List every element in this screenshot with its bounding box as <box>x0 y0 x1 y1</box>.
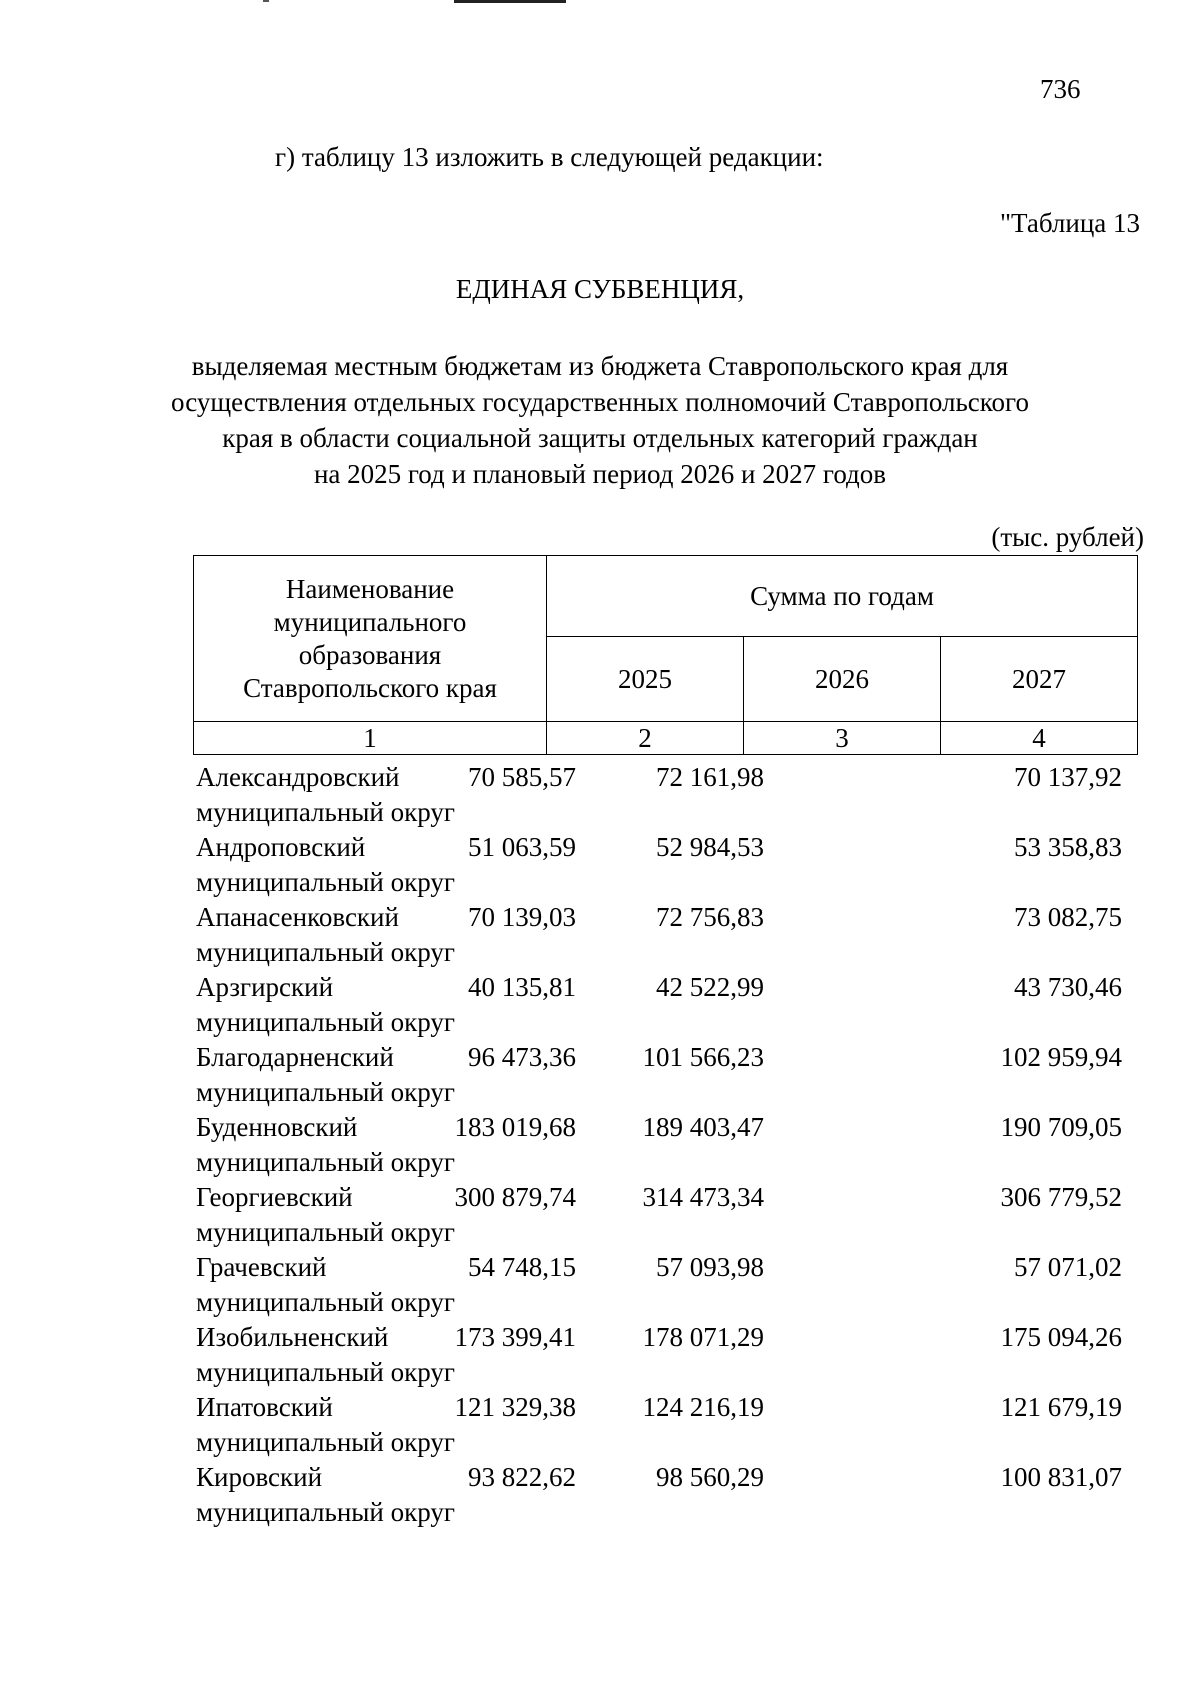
page-number: 736 <box>1040 74 1081 104</box>
municipality-type: муниципальный округ <box>196 797 455 827</box>
header-name-line: образования <box>298 639 442 670</box>
municipality-type: муниципальный округ <box>196 1147 455 1177</box>
table-header <box>193 555 1138 755</box>
value-2025: 173 399,41 <box>454 1322 576 1352</box>
document-title: ЕДИНАЯ СУБВЕНЦИЯ, <box>455 274 745 304</box>
subtitle-line: края в области социальной защиты отдельных категорий граждан <box>222 423 978 453</box>
value-2026: 72 161,98 <box>656 762 764 792</box>
subtitle-line: выделяемая местным бюджетам из бюджета Ставропольского края для <box>191 351 1009 381</box>
table-row <box>193 1392 1138 1462</box>
municipality-type: муниципальный округ <box>196 1497 455 1527</box>
value-2027: 121 679,19 <box>1000 1392 1122 1422</box>
value-2027: 102 959,94 <box>1000 1042 1122 1072</box>
value-2027: 100 831,07 <box>1000 1462 1122 1492</box>
column-number: 2 <box>547 722 744 755</box>
column-number: 4 <box>941 722 1138 755</box>
scan-artifact-line <box>454 0 566 3</box>
document-subtitle <box>0 348 1200 492</box>
table-row <box>193 1112 1138 1182</box>
value-2027: 43 730,46 <box>1014 972 1122 1002</box>
value-2026: 101 566,23 <box>642 1042 764 1072</box>
municipality-name: Изобильненский <box>196 1322 389 1352</box>
value-2026: 42 522,99 <box>656 972 764 1002</box>
municipality-type: муниципальный округ <box>196 1287 455 1317</box>
value-2025: 93 822,62 <box>468 1462 576 1492</box>
subtitle-line: на 2025 год и плановый период 2026 и 2027 годов <box>313 459 887 489</box>
value-2026: 178 071,29 <box>642 1322 764 1352</box>
value-2027: 190 709,05 <box>1000 1112 1122 1142</box>
municipality-type: муниципальный округ <box>196 1217 455 1247</box>
municipality-name: Арзгирский <box>196 972 334 1002</box>
municipality-name: Грачевский <box>196 1252 327 1282</box>
value-2025: 300 879,74 <box>454 1182 576 1212</box>
municipality-name: Георгиевский <box>196 1182 353 1212</box>
municipality-type: муниципальный округ <box>196 1427 455 1457</box>
value-2026: 124 216,19 <box>642 1392 764 1422</box>
subtitle-line: осуществления отдельных государственных полномочий Ставропольского <box>171 387 1029 417</box>
value-2027: 70 137,92 <box>1014 762 1122 792</box>
table-row <box>193 1042 1138 1112</box>
value-2027: 73 082,75 <box>1014 902 1122 932</box>
value-2026: 57 093,98 <box>656 1252 764 1282</box>
header-year-2027: 2027 <box>941 637 1138 722</box>
scan-artifact-dot <box>263 0 269 2</box>
table-row <box>193 1182 1138 1252</box>
value-2026: 189 403,47 <box>642 1112 764 1142</box>
table-row <box>193 832 1138 902</box>
header-name-line: Наименование <box>285 573 455 604</box>
value-2025: 40 135,81 <box>468 972 576 1002</box>
table-row <box>193 972 1138 1042</box>
municipality-name: Александровский <box>196 762 400 792</box>
value-2025: 70 139,03 <box>468 902 576 932</box>
value-2026: 98 560,29 <box>656 1462 764 1492</box>
table-row <box>193 762 1138 832</box>
municipality-type: муниципальный округ <box>196 937 455 967</box>
table-body <box>193 762 1138 1532</box>
value-2027: 53 358,83 <box>1014 832 1122 862</box>
municipality-name: Буденновский <box>196 1112 358 1142</box>
header-year-2025: 2025 <box>547 637 744 722</box>
municipality-name: Андроповский <box>196 832 366 862</box>
value-2025: 54 748,15 <box>468 1252 576 1282</box>
table-row <box>193 1462 1138 1532</box>
value-2025: 51 063,59 <box>468 832 576 862</box>
table-label: "Таблица 13 <box>1000 208 1140 238</box>
municipality-type: муниципальный округ <box>196 1357 455 1387</box>
value-2025: 121 329,38 <box>454 1392 576 1422</box>
municipality-name: Ипатовский <box>196 1392 333 1422</box>
table-row <box>193 1322 1138 1392</box>
value-2026: 52 984,53 <box>656 832 764 862</box>
municipality-name: Благодарненский <box>196 1042 394 1072</box>
units-label: (тыс. рублей) <box>991 522 1144 552</box>
value-2025: 70 585,57 <box>468 762 576 792</box>
header-name-line: Ставропольского края <box>243 672 497 703</box>
municipality-type: муниципальный округ <box>196 867 455 897</box>
value-2025: 183 019,68 <box>454 1112 576 1142</box>
municipality-type: муниципальный округ <box>196 1077 455 1107</box>
municipality-name: Апанасенковский <box>196 902 399 932</box>
municipality-type: муниципальный округ <box>196 1007 455 1037</box>
table-row <box>193 1252 1138 1322</box>
value-2027: 306 779,52 <box>1000 1182 1122 1212</box>
value-2026: 314 473,34 <box>642 1182 764 1212</box>
value-2027: 175 094,26 <box>1000 1322 1122 1352</box>
value-2027: 57 071,02 <box>1014 1252 1122 1282</box>
column-number: 3 <box>744 722 941 755</box>
value-2025: 96 473,36 <box>468 1042 576 1072</box>
header-sum-by-years: Сумма по годам <box>547 556 1138 637</box>
municipality-name: Кировский <box>196 1462 323 1492</box>
value-2026: 72 756,83 <box>656 902 764 932</box>
header-name-line: муниципального <box>273 606 467 637</box>
header-year-2026: 2026 <box>744 637 941 722</box>
column-number: 1 <box>194 722 547 755</box>
table-row <box>193 902 1138 972</box>
intro-text: г) таблицу 13 изложить в следующей редакции: <box>275 142 824 172</box>
header-municipality <box>194 556 547 722</box>
